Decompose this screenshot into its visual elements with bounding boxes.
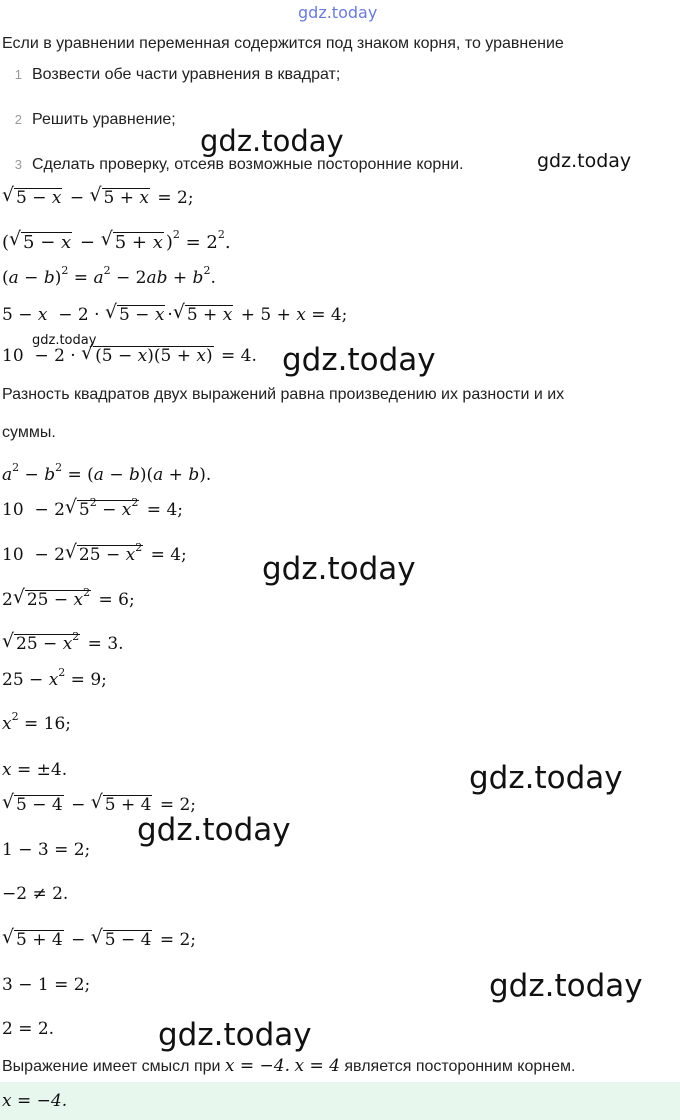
watermark: gdz.today xyxy=(537,150,632,172)
equation-1: √ 5 − x − √ 5 + x = 2; xyxy=(2,188,194,209)
equation-7: 10 − 2√ $5^2 - x^2 = 4$; xyxy=(2,500,183,521)
paragraph-line: Разность квадратов двух выражений равна произведению их разности и их xyxy=(2,386,565,403)
list-item xyxy=(0,66,340,84)
list-number: 3 xyxy=(14,157,22,172)
watermark: gdz.today xyxy=(469,760,623,796)
equation-14: √ 5 − 4 − √ 5 + 4 = 2; xyxy=(2,795,196,816)
list-number: 1 xyxy=(14,67,22,82)
watermark: gdz.today xyxy=(282,342,436,378)
watermark: gdz.today xyxy=(32,333,97,348)
list-item-text: Сделать проверку, отсеяв возможные посторонние корни. xyxy=(32,156,464,173)
equation-8: 10 − 2√ $25 - x^2 = 4$; xyxy=(2,545,187,566)
conclusion-after: является посторонним корнем. xyxy=(344,1058,576,1075)
watermark: gdz.today xyxy=(262,551,416,587)
list-item xyxy=(0,156,464,174)
equation-11: $25 - x^2 = 9$; xyxy=(2,666,107,690)
equation-6: $a^2 - b^2 = (a - b)(a + b)$. xyxy=(2,461,212,485)
list-item xyxy=(0,111,176,129)
list-number: 2 xyxy=(14,112,22,127)
answer-text: x = −4. xyxy=(2,1091,68,1111)
equation-2: (√ 5 − x − √ 5 + x )$^2 = 2^2$. xyxy=(2,232,231,254)
list-item-text: Возвести обе части уравнения в квадрат; xyxy=(32,66,341,83)
equation-4: 5 − x − 2 · √ 5 − x ·√ 5 + x + 5 + x = 4; xyxy=(2,305,347,326)
answer-box xyxy=(0,1082,680,1120)
conclusion-x2: x = 4 xyxy=(294,1056,340,1076)
paragraph-line: суммы. xyxy=(2,424,56,441)
watermark: gdz.today xyxy=(158,1017,312,1053)
watermark: gdz.today xyxy=(137,812,291,848)
list-item-text: Решить уравнение; xyxy=(32,111,176,128)
equation-18: 3 − 1 = 2; xyxy=(2,975,91,995)
watermark-top: gdz.today xyxy=(298,3,378,22)
equation-3: $(a - b)^2 = a^2 - 2ab + b^2$. xyxy=(2,264,216,288)
equation-5: 10 − 2 · √ (5 − x)(5 + x) = 4. xyxy=(2,346,257,367)
equation-10: √ $25 - x^2 = 3$. xyxy=(2,634,124,655)
watermark: gdz.today xyxy=(200,124,344,158)
watermark: gdz.today xyxy=(489,968,643,1004)
equation-17: √ 5 + 4 − √ 5 − 4 = 2; xyxy=(2,930,196,951)
equation-16: −2 ≠ 2. xyxy=(2,884,69,904)
equation-13: x = ±4. xyxy=(2,760,68,780)
equation-9: 2√ $25 - x^2 = 6$; xyxy=(2,590,135,611)
intro-text: Если в уравнении переменная содержится под знаком корня, то уравнение xyxy=(2,35,564,52)
conclusion-x1: x = −4. xyxy=(224,1056,291,1076)
conclusion-before: Выражение имеет смысл при xyxy=(2,1058,221,1075)
equation-15: 1 − 3 = 2; xyxy=(2,840,91,860)
equation-12: $x^2 = 16$; xyxy=(2,710,72,734)
equation-19: 2 = 2. xyxy=(2,1019,55,1039)
conclusion-text xyxy=(2,1056,575,1076)
